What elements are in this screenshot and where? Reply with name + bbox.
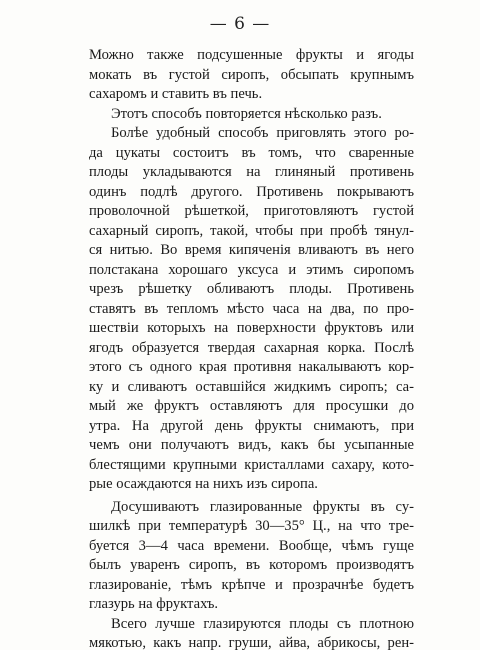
text-line: мокать въ густой сиропъ, обсыпать крупнымъ <box>89 66 414 83</box>
text-line: буется 3—4 часа времени. Вообще, чѣмъ гуще <box>89 537 414 554</box>
text-line: да цукаты состоитъ въ томъ, что сваренные <box>89 144 414 161</box>
text-line: ся нитью. Во время кипяченія вливаютъ въ него <box>89 242 414 258</box>
text-line: Досушиваютъ глазированные фрукты въ су- <box>111 498 414 515</box>
text-line: чемъ они получаютъ видъ, какъ бы усыпанные <box>89 437 414 453</box>
text-line: ку и сливаютъ оставшійся жидкимъ сиропъ; са- <box>89 378 414 395</box>
text-line: одинъ подлѣ другого. Противень покрываютъ <box>89 183 414 200</box>
text-line: глазурь на фруктахъ. <box>89 596 219 612</box>
text-line: блестящими крупными кристаллами сахару, кото- <box>89 456 414 473</box>
text-line: Можно также подсушенные фрукты и ягоды <box>89 47 414 63</box>
text-line: этого съ одного края противня накалываютъ кор- <box>89 359 414 375</box>
text-line: чрезъ рѣшетку обливаютъ плоды. Противень <box>89 281 414 297</box>
page-number: — 6 — <box>209 14 271 34</box>
text-line: мякотью, какъ напр. груши, айва, абрикосы, рен- <box>89 635 414 651</box>
text-line: ставятъ въ тепломъ мѣсто часа на два, по про- <box>89 300 414 317</box>
text-line: глазированіе, тѣмъ крѣпче и прозрачнѣе будетъ <box>89 576 414 593</box>
text-line: плоды укладываются на глиняный противень <box>89 164 414 180</box>
text-line: шествіи которыхъ на поверхности фруктовъ или <box>89 320 414 336</box>
text-line: Всего лучше глазируются плоды съ плотною <box>111 615 414 632</box>
text-line: Болѣе удобный способъ приговлять этого ро- <box>111 125 414 141</box>
body-text <box>89 46 414 654</box>
text-line: сахаромъ и ставить въ печь. <box>89 86 263 102</box>
text-line: былъ уваренъ сиропъ, въ которомъ производятъ <box>89 557 414 573</box>
text-line: полстакана хорошаго уксуса и этимъ сиропомъ <box>89 261 414 278</box>
text-line: проволочной рѣшеткой, приготовляютъ густой <box>89 203 414 219</box>
text-line: утра. На другой день фрукты снимаютъ, при <box>89 417 414 434</box>
text-line: шилкѣ при температурѣ 30—35° Ц., на что тре- <box>89 518 414 534</box>
text-line: сахарный сиропъ, такой, чтобы при пробѣ тянул- <box>89 222 414 239</box>
text-line: мый же фруктъ оставляютъ для просушки до <box>89 398 414 414</box>
text-line: Этотъ способъ повторяется нѣсколько разъ. <box>111 105 382 122</box>
text-line: рые осаждаются на нихъ изъ сиропа. <box>89 476 318 492</box>
text-line: ягодъ образуется твердая сахарная корка. Послѣ <box>89 339 414 356</box>
